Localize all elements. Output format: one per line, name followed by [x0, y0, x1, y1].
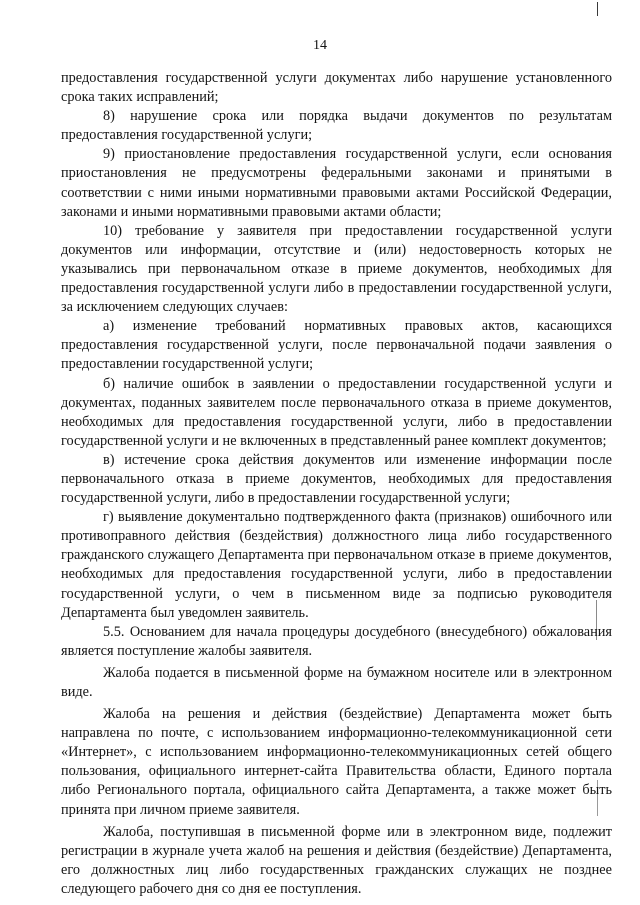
paragraph-subitem-g: г) выявление документально подтвержденного факта (признаков) ошибочного или противоправного действия (бездействия) должностного лица либо государственного гражданского служащего Департамента при первоначальном отказе в приеме документов, необходимых для предоставления государственной услуги, либо в предоставлении государственной услуги, о чем в письменном виде за подписью руководителя Департамента был уведомлен заявитель.: [61, 509, 612, 621]
paragraph-complaint-channels: Жалоба на решения и действия (бездействие) Департамента может быть направлена по почте, с использованием информационно-телекоммуникационной сети «Интернет», с использованием информационно-телекоммуникационных сетей общего пользования, официального интернет-сайта Правительства области, Единого портала либо Регионального портала, официального сайта Департамента, а также может быть принята при личном приеме заявителя.: [61, 706, 612, 818]
paragraph-section-5-5: 5.5. Основанием для начала процедуры досудебного (внесудебного) обжалования является поступление жалобы заявителя.: [61, 623, 612, 659]
paragraph-continuation: предоставления государственной услуги документах либо нарушение установленного срока таких исправлений;: [61, 70, 612, 106]
page-number: 14: [313, 38, 327, 53]
document-body: [61, 69, 612, 899]
paragraph-item-10: 10) требование у заявителя при предоставлении государственной услуги документов или информации, отсутствие и (или) недостоверность которых не указывались при первоначальном отказе в приеме документов, необходимых для предоставления государственной услуги либо в предоставлении государственной услуги, за исключением следующих случаев:: [61, 222, 612, 316]
paragraph-complaint-registration: Жалоба, поступившая в письменной форме или в электронном виде, подлежит регистрации в журнале учета жалоб на решения и действия (бездействие) Департамента, его должностных лиц либо государственных гражданских служащих не позднее следующего рабочего дня со дня ее поступления.: [61, 823, 612, 897]
paragraph-subitem-b: б) наличие ошибок в заявлении о предоставлении государственной услуги и документах, поданных заявителем после первоначального отказа в приеме документов, необходимых для предоставления государственной услуги, либо в предоставлении государственной услуги и не включенных в представленный ранее комплект документов;: [61, 375, 612, 449]
paragraph-item-9: 9) приостановление предоставления государственной услуги, если основания приостановления не предусмотрены федеральными законами и принятыми в соответствии с ними иными нормативными правовыми актами Российской Федерации, законами и иными нормативными правовыми актами области;: [61, 146, 612, 220]
scan-edge-mark: [597, 2, 598, 16]
paragraph-subitem-v: в) истечение срока действия документов или изменение информации после первоначального отказа в приеме документов, необходимых для предоставления государственной услуги, либо в предоставлении государственной услуги;: [61, 451, 612, 507]
paragraph-subitem-a: а) изменение требований нормативных правовых актов, касающихся предоставления государственной услуги, после первоначальной подачи заявления о предоставлении государственной услуги;: [61, 318, 612, 373]
paragraph-complaint-form: Жалоба подается в письменной форме на бумажном носителе или в электронном виде.: [61, 664, 612, 700]
paragraph-item-8: 8) нарушение срока или порядка выдачи документов по результатам предоставления государственной услуги;: [61, 108, 612, 144]
